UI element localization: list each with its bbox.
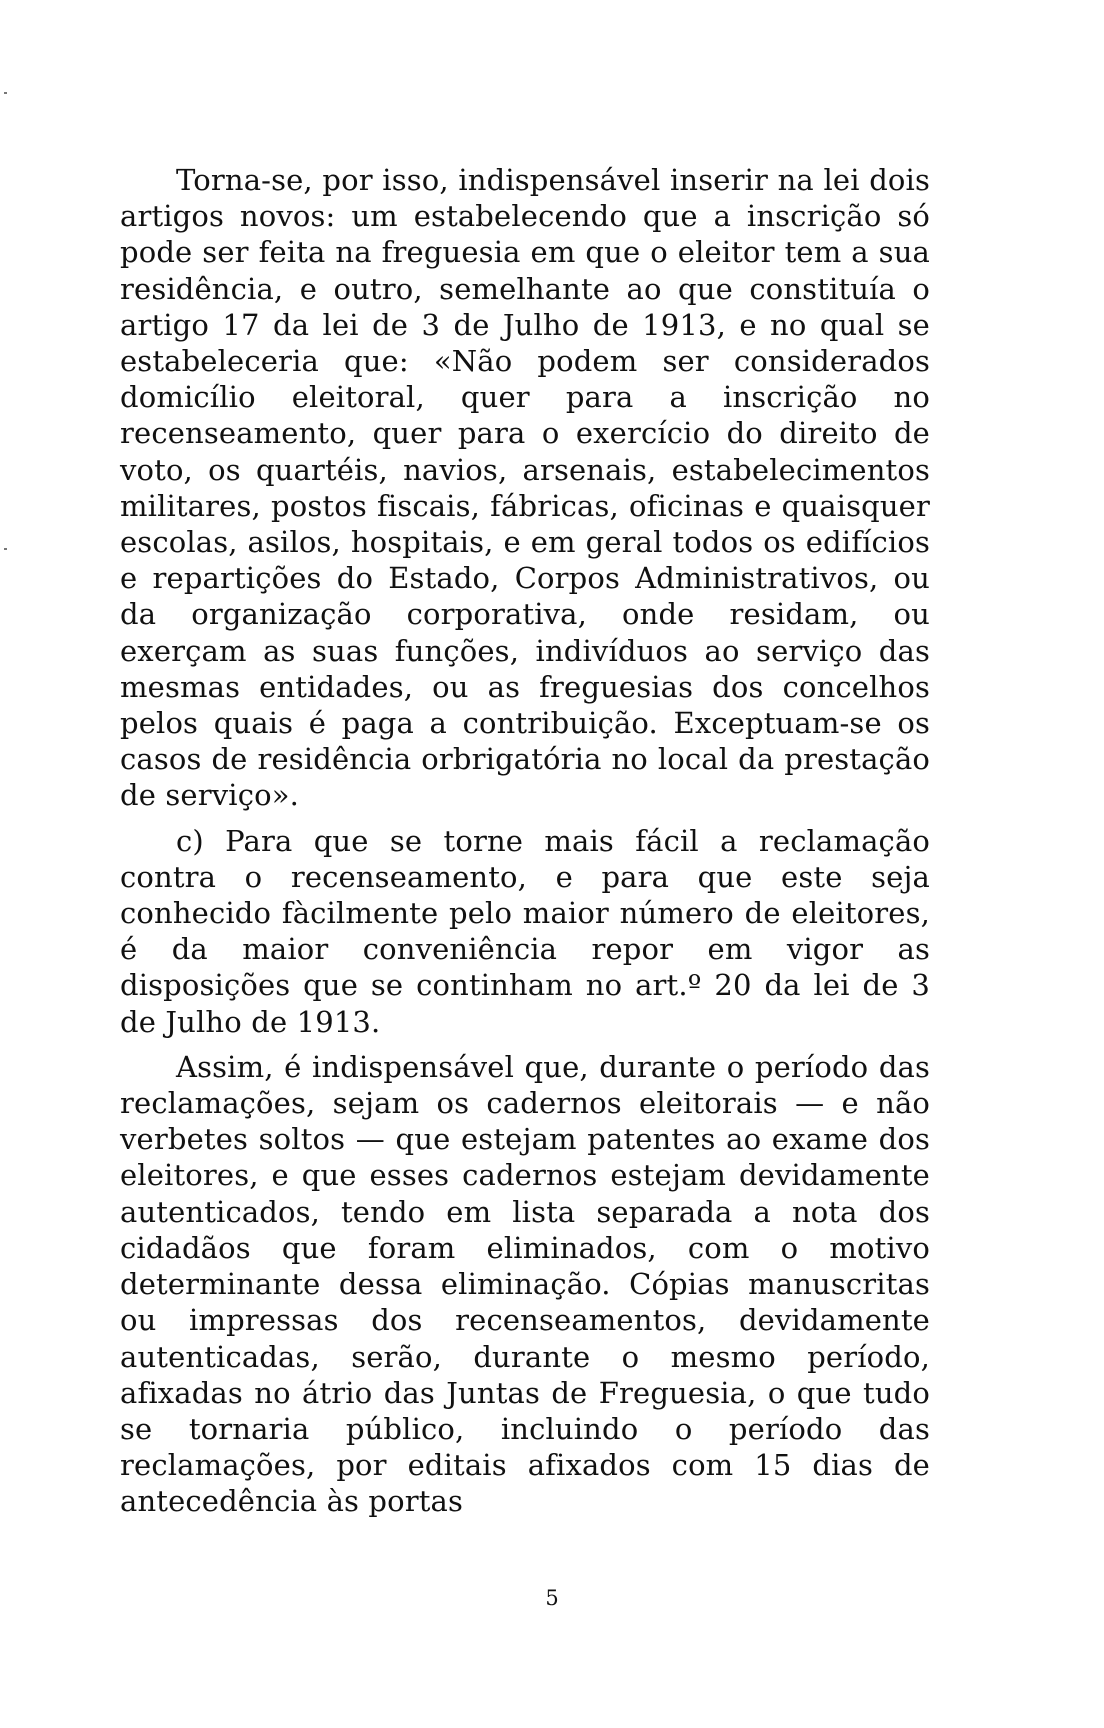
- paragraph: Torna-se, por isso, indispensável inserir na lei dois artigos novos: um estabelecendo que a inscrição só pode ser feita na freguesia em que o eleitor tem a sua residência, e outro, semelhante ao que constituía o artigo 17 da lei de 3 de Julho de 1913, e no qual se estabeleceria que: «Não podem ser considerados domicílio eleitoral, quer para a inscrição no recenseamento, quer para o exercício do direito de voto, os quartéis, navios, arsenais, estabelecimentos militares, postos fiscais, fábricas, oficinas e quaisquer escolas, asilos, hospitais, e em geral todos os edifícios e repartições do Estado, Corpos Administrativos, ou da organização corporativa, onde residam, ou exerçam as suas funções, indivíduos ao serviço das mesmas entidades, ou as freguesias dos concelhos pelos quais é paga a contribuição. Exceptuam-se os casos de residência orbrigatória no local da prestação de serviço».: [120, 163, 930, 813]
- scan-margin-mark: [4, 92, 7, 94]
- paragraph: Assim, é indispensável que, durante o período das reclamações, sejam os cadernos eleitorais — e não verbetes soltos — que estejam patentes ao exame dos eleitores, e que esses cadernos estejam devidamente autenticados, tendo em lista separada a nota dos cidadãos que foram eliminados, com o motivo determinante dessa eliminação. Cópias manuscritas ou impressas dos recenseamentos, devidamente autenticadas, serão, durante o mesmo período, afixadas no átrio das Juntas de Freguesia, o que tudo se tornaria público, incluindo o período das reclamações, por editais afixados com 15 dias de antecedência às portas: [120, 1049, 930, 1519]
- page-number: 5: [545, 1586, 559, 1610]
- body-text: [120, 162, 930, 1520]
- scan-margin-mark: [4, 548, 7, 550]
- paragraph: c) Para que se torne mais fácil a reclamação contra o recenseamento, e para que este seja conhecido fàcilmente pelo maior número de eleitores, é da maior conveniência repor em vigor as disposições que se continham no art.º 20 da lei de 3 de Julho de 1913.: [120, 823, 930, 1039]
